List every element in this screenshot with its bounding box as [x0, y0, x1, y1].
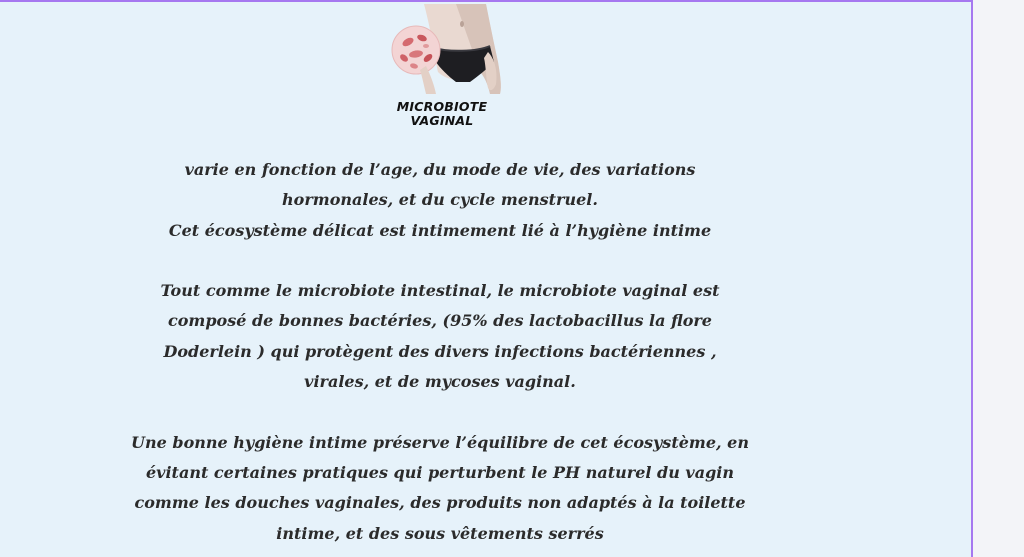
paragraph-2-line-2: composé de bonnes bactéries, (95% des lactobacillus la flore [168, 311, 712, 331]
paragraph-spacer [80, 397, 800, 427]
paragraph-2-line-3: Doderlein ) qui protègent des divers infections bactériennes , [163, 341, 717, 361]
paragraph-3-line-1: Une bonne hygiène intime préserve l’équilibre de cet écosystème, en [131, 432, 749, 452]
article-body [80, 155, 800, 549]
paragraph-3-line-2: évitant certaines pratiques qui perturbent le PH naturel du vagin [146, 462, 734, 482]
image-caption [360, 100, 524, 128]
paragraph-2-line-1: Tout comme le microbiote intestinal, le microbiote vaginal est [160, 281, 720, 301]
paragraph-2-line-4: virales, et de mycoses vaginal. [304, 372, 576, 392]
woman-torso-bacteria-illustration [386, 4, 516, 94]
paragraph-spacer [80, 246, 800, 276]
paragraph-1-line-2: hormonales, et du cycle menstruel. [282, 190, 598, 210]
paragraph-1-line-3: Cet écosystème délicat est intimement lié à l’hygiène intime [168, 220, 712, 240]
caption-line-2: VAGINAL [410, 113, 474, 128]
paragraph-1-line-1: varie en fonction de l’age, du mode de vie, des variations [184, 160, 696, 179]
caption-line-1: MICROBIOTE [396, 99, 488, 114]
paragraph-3-line-4: intime, et des sous vêtements serrés [276, 523, 604, 543]
paragraph-3-line-3: comme les douches vaginales, des produits non adaptés à la toilette [134, 493, 746, 513]
